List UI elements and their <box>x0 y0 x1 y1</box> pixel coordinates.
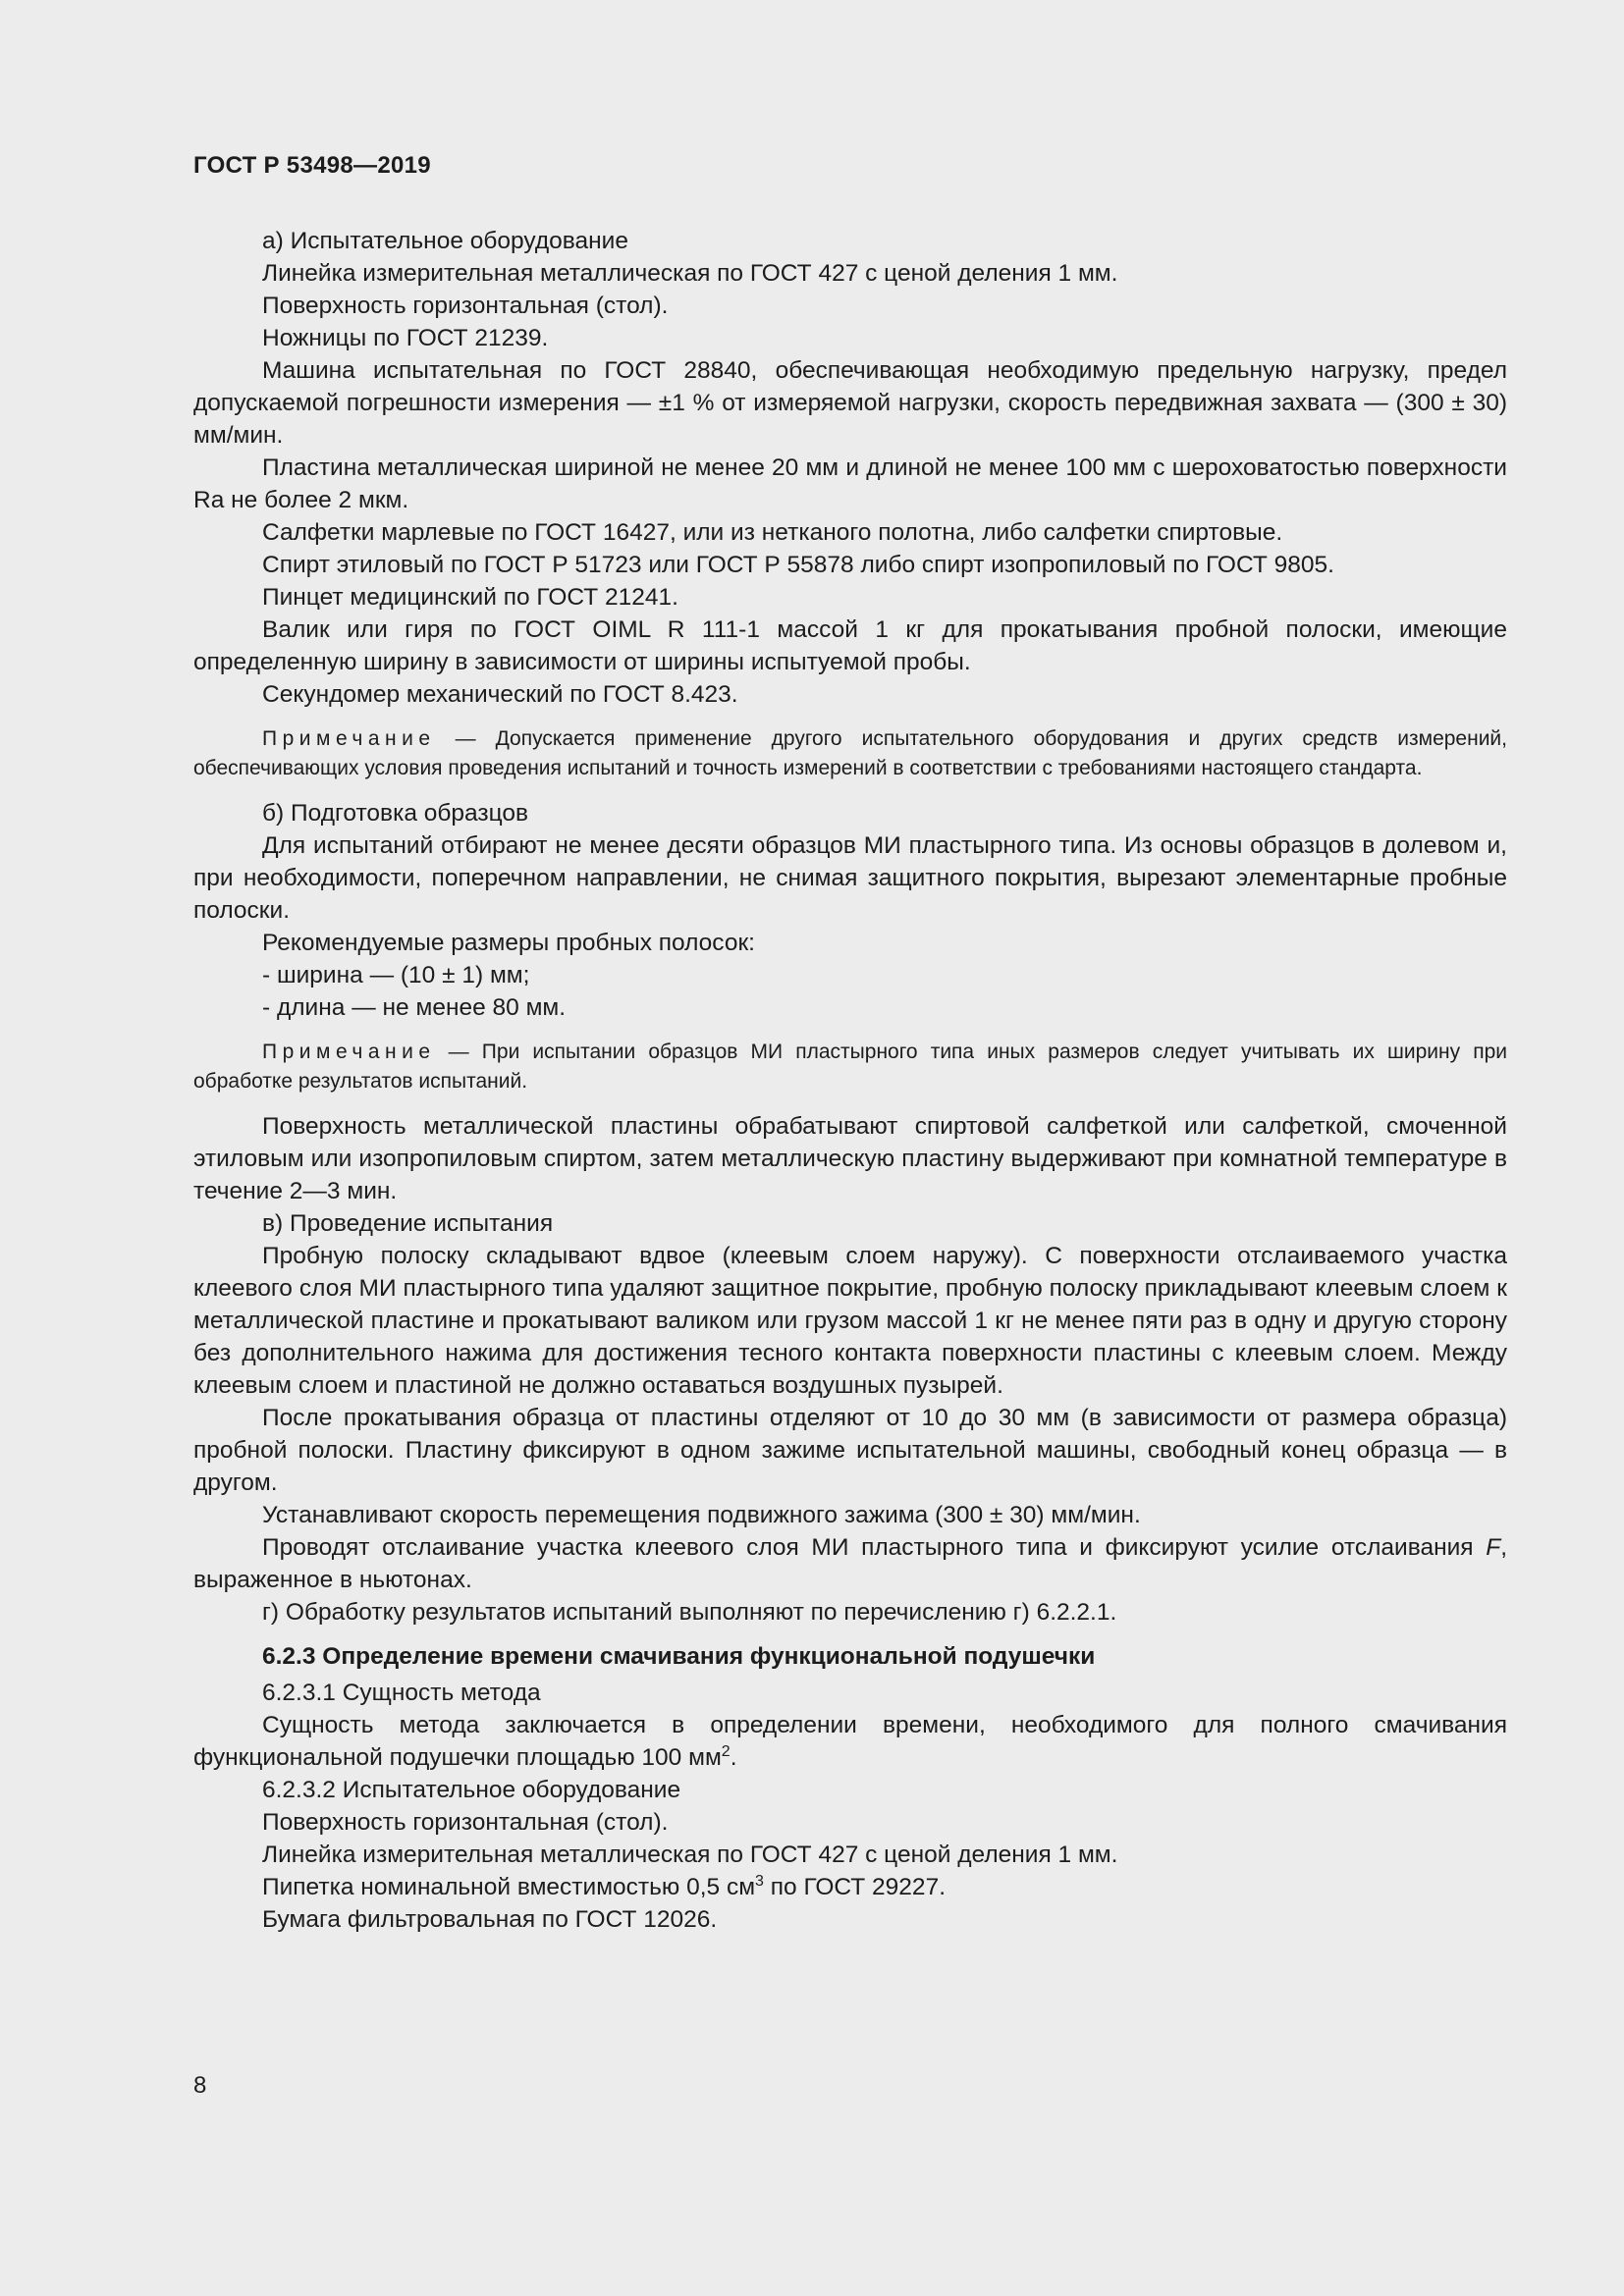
paragraph-text: . <box>730 1744 737 1771</box>
paragraph: Пробную полоску складывают вдвое (клеевым слоем наружу). С поверхности отслаиваемого участка клеевого слоя МИ пластырного типа удаляют защитное покрытие, пробную полоску прикладывают клеевым слоем к металлической пластине и прокатывают валиком или грузом массой 1 кг не менее пяти раз в одну и другую сторону без дополнительного нажима для достижения тесного контакта поверхности пластины с клеевым слоем. Между клеевым слоем и пластиной не должно оставаться воздушных пузырей. <box>193 1243 1507 1399</box>
size-item-length: - длина — не менее 80 мм. <box>262 994 567 1021</box>
paragraph-text: Пипетка номинальной вместимостью 0,5 см <box>262 1874 756 1900</box>
paragraph-text: , выраженное в ньютонах. <box>193 1534 1507 1593</box>
paragraph <box>193 1531 1507 1596</box>
paragraph-text: Проводят отслаивание участка клеевого слоя МИ пластырного типа и фиксируют усилие отслаивания <box>262 1534 1487 1561</box>
note-text: — При испытании образцов МИ пластырного типа иных размеров следует учитывать их ширину при обработке результатов испытаний. <box>193 1041 1507 1093</box>
list-item: Бумага фильтровальная по ГОСТ 12026. <box>262 1906 718 1933</box>
list-item: Поверхность горизонтальная (стол). <box>262 293 669 319</box>
note-label: Примечание <box>262 727 436 750</box>
force-variable: F <box>1486 1534 1501 1561</box>
superscript: 3 <box>755 1872 764 1890</box>
note-label: Примечание <box>262 1041 436 1063</box>
paragraph: Для испытаний отбирают не менее десяти образцов МИ пластырного типа. Из основы образцов в долевом и, при необходимости, поперечном направлении, не снимая защитного покрытия, вырезают элементарные пробные полоски. <box>193 832 1507 924</box>
list-item: Пинцет медицинский по ГОСТ 21241. <box>262 584 678 611</box>
section-b-title: б) Подготовка образцов <box>262 800 529 827</box>
document-header: ГОСТ Р 53498—2019 <box>193 152 431 179</box>
paragraph: После прокатывания образца от пластины отделяют от 10 до 30 мм (в зависимости от размера образца) пробной полоски. Пластину фиксируют в одном зажиме испытательной машины, свободный конец образца — в другом. <box>193 1405 1507 1496</box>
paragraph-text: по ГОСТ 29227. <box>763 1874 946 1900</box>
paragraph: Поверхность металлической пластины обрабатывают спиртовой салфеткой или салфеткой, смоченной этиловым или изопропиловым спиртом, затем металлическую пластину выдерживают при комнатной температуре в течение 2—3 мин. <box>193 1113 1507 1204</box>
list-item: Спирт этиловый по ГОСТ Р 51723 или ГОСТ Р 55878 либо спирт изопропиловый по ГОСТ 9805. <box>262 552 1334 578</box>
list-item: Машина испытательная по ГОСТ 28840, обеспечивающая необходимую предельную нагрузку, предел допускаемой погрешности измерения — ±1 % от измеряемой нагрузки, скорость передвижная захвата — (300 ± 30) мм/мин. <box>193 357 1507 449</box>
list-item: Секундомер механический по ГОСТ 8.423. <box>262 681 738 708</box>
list-item: Салфетки марлевые по ГОСТ 16427, или из нетканого полотна, либо салфетки спиртовые. <box>262 519 1283 546</box>
list-item: Линейка измерительная металлическая по ГОСТ 427 с ценой деления 1 мм. <box>262 260 1118 287</box>
list-item: Ножницы по ГОСТ 21239. <box>262 325 549 351</box>
list-item: Валик или гиря по ГОСТ OIML R 111-1 массой 1 кг для прокатывания пробной полоски, имеющие определенную ширину в зависимости от ширины испытуемой пробы. <box>193 616 1507 675</box>
subsection-title: 6.2.3.2 Испытательное оборудование <box>262 1777 681 1803</box>
section-v-title: в) Проведение испытания <box>262 1210 554 1237</box>
section-a-title: а) Испытательное оборудование <box>262 228 628 254</box>
superscript: 2 <box>721 1742 731 1760</box>
note-text: — Допускается применение другого испытательного оборудования и других средств измерений, обеспечивающих условия проведения испытаний и точность измерений в соответствии с требованиями настоящего стандарта. <box>193 727 1507 779</box>
paragraph-text: Сущность метода заключается в определении времени, необходимого для полного смачивания функциональной подушечки площадью 100 мм <box>193 1712 1507 1771</box>
paragraph <box>193 1709 1507 1774</box>
list-item: Пластина металлическая шириной не менее 20 мм и длиной не менее 100 мм с шероховатостью поверхности Ra не более 2 мкм. <box>193 454 1507 513</box>
list-item <box>193 1871 1507 1903</box>
section-g-text: г) Обработку результатов испытаний выполняют по перечислению г) 6.2.2.1. <box>262 1599 1117 1626</box>
note-a <box>193 724 1507 783</box>
sizes-intro: Рекомендуемые размеры пробных полосок: <box>262 930 755 956</box>
section-heading-6-2-3: 6.2.3 Определение времени смачивания функциональной подушечки <box>262 1643 1096 1670</box>
subsection-title: 6.2.3.1 Сущность метода <box>262 1680 541 1706</box>
size-item-width: - ширина — (10 ± 1) мм; <box>262 962 530 988</box>
list-item: Линейка измерительная металлическая по ГОСТ 427 с ценой деления 1 мм. <box>262 1842 1118 1868</box>
list-item: Поверхность горизонтальная (стол). <box>262 1809 669 1836</box>
note-b <box>193 1038 1507 1096</box>
document-body <box>193 225 1507 1936</box>
paragraph: Устанавливают скорость перемещения подвижного зажима (300 ± 30) мм/мин. <box>262 1502 1141 1528</box>
page-number: 8 <box>193 2072 207 2099</box>
